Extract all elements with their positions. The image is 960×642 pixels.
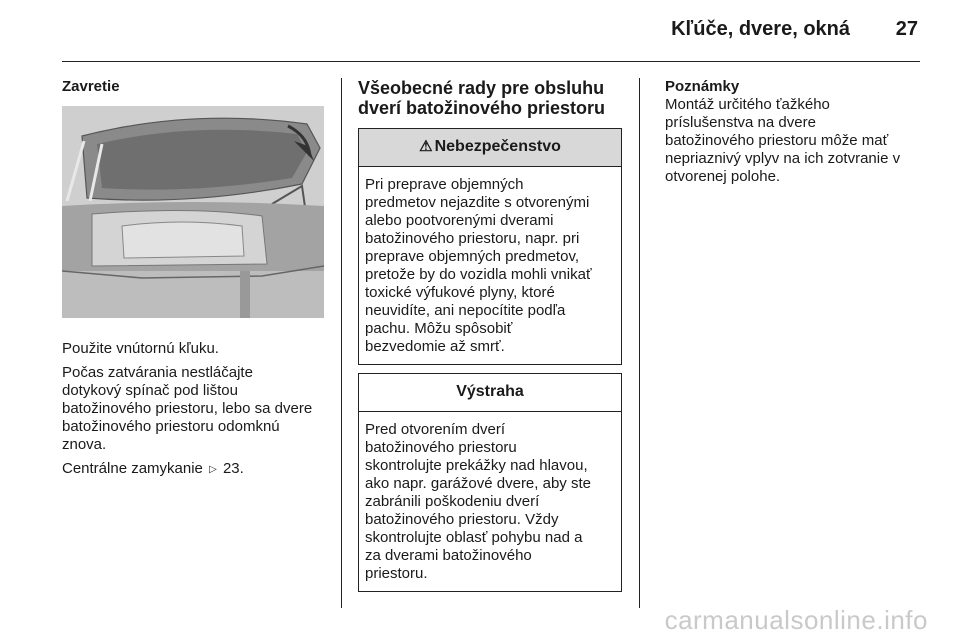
danger-box-header	[359, 129, 621, 167]
text-line: batožinového priestoru, lebo sa dvere	[62, 400, 313, 417]
tailgate-photo	[62, 106, 324, 318]
danger-box	[358, 128, 622, 365]
instruction-text: Použite vnútornú kľuku.	[62, 340, 219, 357]
text-line: neuvidíte, ani nepocítite podľa	[365, 302, 566, 319]
text-line: Pred otvorením dverí	[365, 421, 506, 438]
text-line: preprave objemných predmetov,	[365, 248, 579, 265]
text-line: za dverami batožinového	[365, 547, 532, 564]
warning-box-body	[359, 412, 621, 591]
text-line: alebo pootvorenými dverami	[365, 212, 554, 229]
caution-paragraph	[62, 364, 326, 454]
cross-reference[interactable]	[62, 460, 326, 479]
notes-heading: Poznámky	[665, 78, 740, 95]
warning-triangle-icon: ⚠	[419, 138, 433, 155]
text-line: batožinového priestoru	[365, 439, 517, 456]
text-line: priestoru.	[365, 565, 428, 582]
header-title: Kľúče, dvere, okná	[671, 18, 850, 40]
danger-title: Nebezpečenstvo	[434, 138, 561, 155]
text-line: skontrolujte prekážky nad hlavou,	[365, 457, 588, 474]
section-heading-general-advice	[358, 78, 622, 118]
text-line: nepriaznivý vplyv na ich zotvranie v	[665, 150, 901, 167]
text-line: Pri preprave objemných	[365, 176, 524, 193]
page-number: 27	[895, 18, 918, 40]
text-line: pachu. Môžu spôsobiť	[365, 320, 513, 337]
warning-box	[358, 373, 622, 592]
column-middle	[358, 78, 622, 600]
column-right	[665, 78, 925, 186]
text-line: batožinového priestoru odomknú	[62, 418, 280, 435]
text-line: toxické výfukové plyny, ktoré	[365, 284, 555, 301]
text-line: dotykový spínač pod lištou	[62, 382, 238, 399]
text-line: Montáž určitého ťažkého	[665, 96, 830, 113]
notes-text	[665, 96, 925, 186]
danger-box-body	[359, 167, 621, 364]
reference-page: 23.	[222, 460, 244, 477]
column-divider	[341, 78, 342, 608]
text-line: Počas zatvárania nestláčajte	[62, 364, 253, 381]
column-left	[62, 78, 326, 485]
heading-line: Všeobecné rady pre obsluhu	[358, 78, 605, 98]
text-line: zabránili poškodeniu dverí	[365, 493, 540, 510]
text-line: ako napr. garážové dvere, aby ste	[365, 475, 591, 492]
text-line: bezvedomie až smrť.	[365, 338, 505, 355]
heading-line: dverí batožinového priestoru	[358, 98, 606, 118]
section-heading-closing: Zavretie	[62, 78, 120, 95]
text-line: znova.	[62, 436, 107, 453]
text-line: predmetov nejazdite s otvorenými	[365, 194, 590, 211]
text-line: batožinového priestoru, napr. pri	[365, 230, 580, 247]
text-line: batožinového priestoru môže mať	[665, 132, 889, 149]
page-reference-icon: ▷	[209, 464, 217, 475]
column-divider	[639, 78, 640, 608]
text-line: skontrolujte oblasť pohybu nad a	[365, 529, 583, 546]
warning-box-header: Výstraha	[359, 374, 621, 412]
text-line: batožinového priestoru. Vždy	[365, 511, 559, 528]
watermark: carmanualsonline.info	[664, 605, 928, 635]
text-line: príslušenstva na dvere	[665, 114, 816, 131]
header-rule	[62, 61, 920, 62]
reference-label: Centrálne zamykanie	[62, 460, 203, 477]
text-line: otvorenej polohe.	[665, 168, 781, 185]
text-line: pretože by do vozidla mohli vnikať	[365, 266, 592, 283]
